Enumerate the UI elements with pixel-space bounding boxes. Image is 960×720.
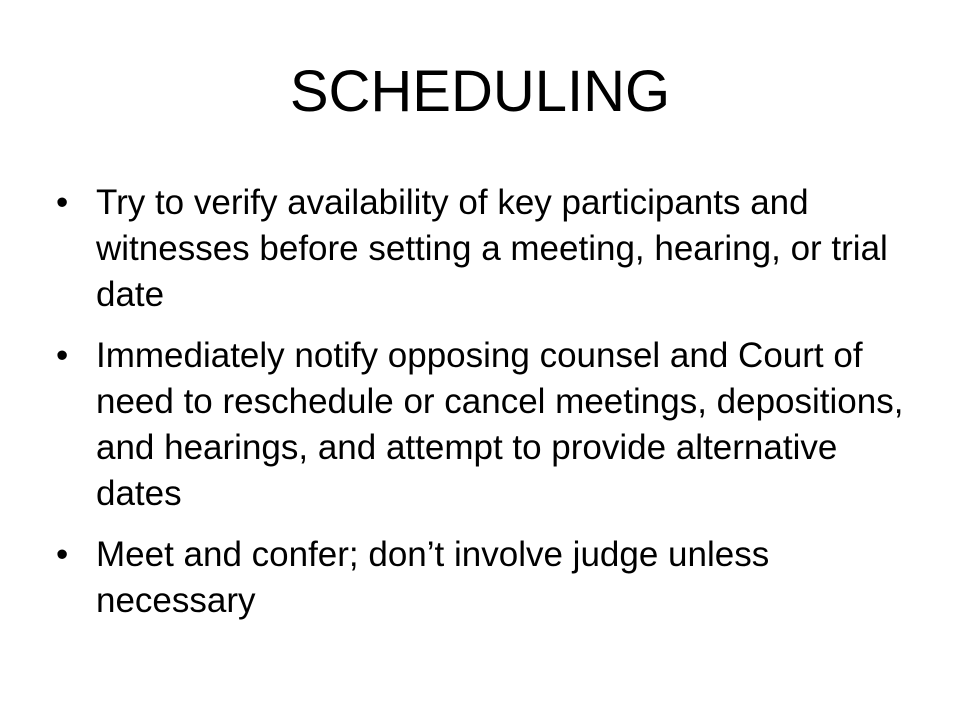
bullet-dot-icon: •	[56, 535, 69, 574]
bullet-item	[50, 532, 910, 624]
bullet-list	[50, 180, 910, 639]
bullet-item	[50, 333, 910, 517]
bullet-item	[50, 180, 910, 318]
bullet-dot-icon: •	[56, 183, 69, 222]
bullet-text: Meet and confer; don’t involve judge unless necessary	[96, 535, 770, 620]
slide-title: SCHEDULING	[289, 59, 671, 124]
bullet-text: Immediately notify opposing counsel and Court of need to reschedule or cancel meetings, depositions, and hearings, and attempt to provide alternative dates	[96, 336, 904, 513]
bullet-dot-icon: •	[56, 336, 69, 375]
bullet-text: Try to verify availability of key participants and witnesses before setting a meeting, hearing, or trial date	[96, 183, 888, 314]
